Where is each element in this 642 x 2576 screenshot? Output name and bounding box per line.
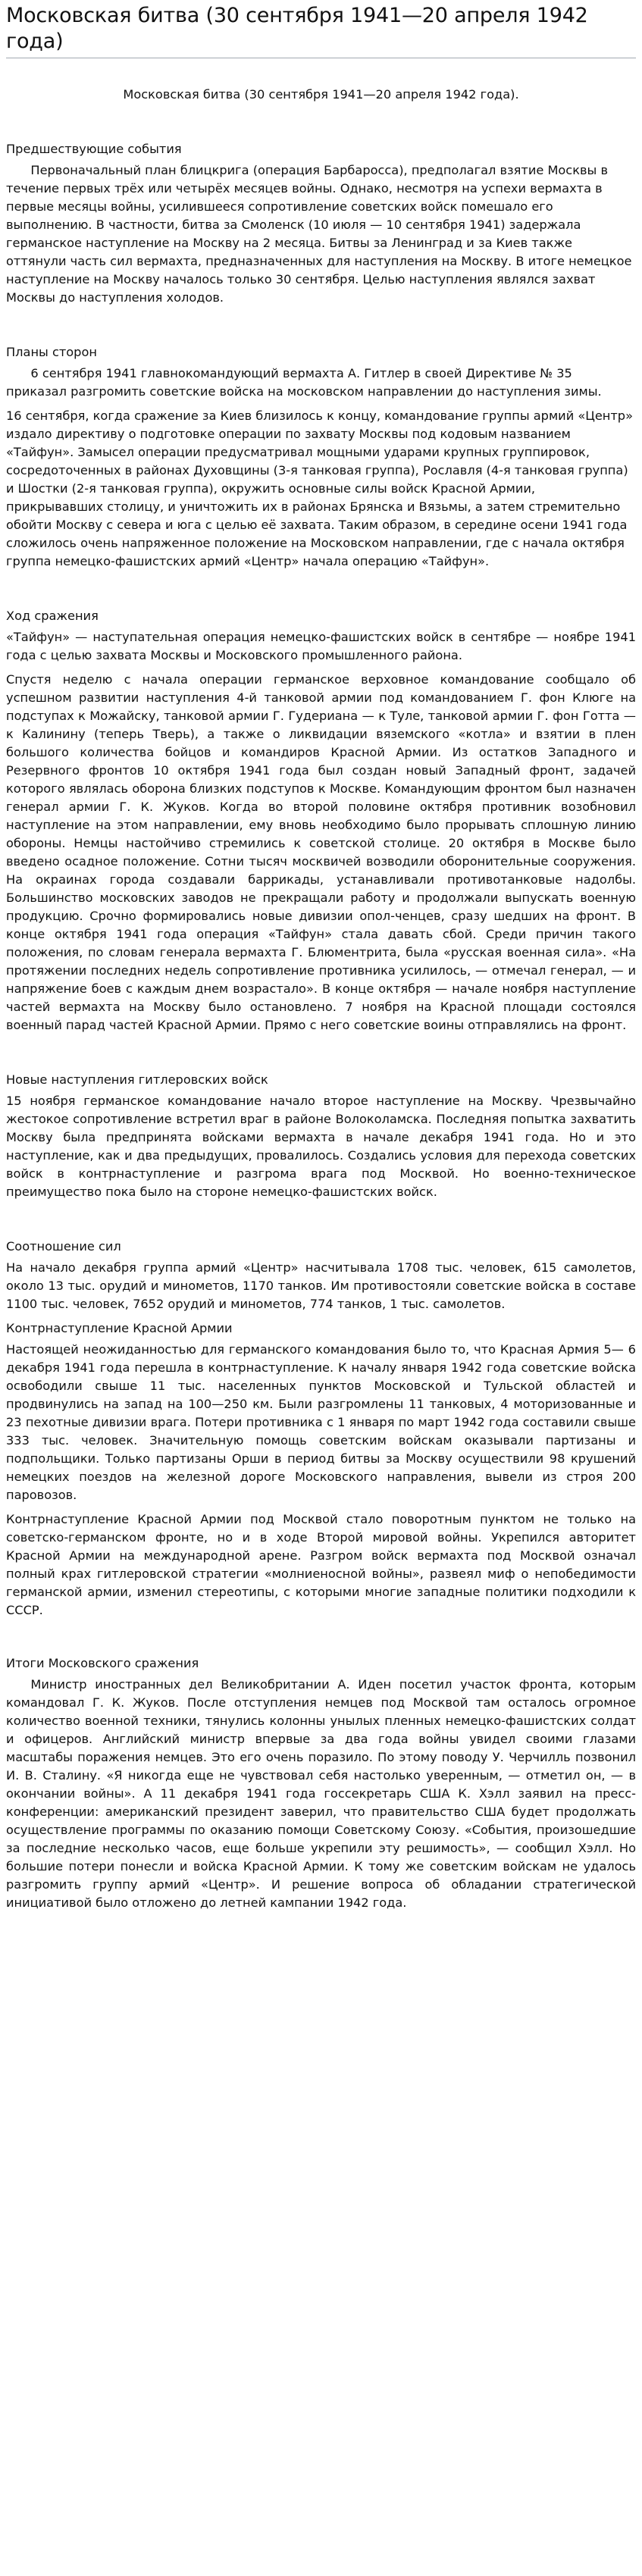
page-title: Московская битва (30 сентября 1941—20 апреля 1942 года) [6, 3, 636, 58]
article [0, 3, 642, 1929]
paragraph: 6 сентября 1941 главнокомандующий вермахта А. Гитлер в своей Директиве № 35 приказал разгромить советские войска на московском направлении до наступления зимы. [6, 366, 602, 399]
paragraph: Настоящей неожиданностью для германского командования было то, что Красная Армия 5— 6 декабря 1941 года перешла в контрнаступление. К началу января 1942 года советские войска освободили свыше 11 тыс. населенных пунктов Московской и Тульской областей и продвинулись на запад на 100—250 км. Были разгромлены 11 танковых, 4 моторизованные и 23 пехотные дивизии врага. Потери противника с 1 января по март 1942 года составили свыше 333 тыс. человек. Значительную помощь советским войскам оказывали партизаны и подпольщики. Только партизаны Орши в период битвы за Москву осуществили 98 крушений немецких поездов на железной дороге Московского направления, вывели из строя 200 паровозов. [6, 1342, 636, 1502]
section-heading-course: Ход сражения [6, 609, 99, 623]
section-heading-prelude: Предшествующие события [6, 142, 182, 156]
paragraph: Контрнаступление Красной Армии под Москвой стало поворотным пунктом не только на советско-германском фронте, но и в ходе Второй мировой войны. Укрепился авторитет Красной Армии на международной арене. Разгром войск вермахта под Москвой означал полный крах гитлеровской стратегии «молниеносной войны», развеял миф о непобедимости германской армии, изменил стереотипы, с которыми многие западные политики подходили к СССР. [6, 1512, 636, 1617]
paragraph: «Тайфун» — наступательная операция немецко-фашистских войск в сентябре — ноябре 1941 года с целью захвата Москвы и Московского промышленного района. [6, 630, 636, 662]
section-heading-counteroffensive: Контрнаступление Красной Армии [6, 1321, 233, 1335]
section-heading-new-offensives: Новые наступления гитлеровских войск [6, 1072, 268, 1087]
subtitle: Московская битва (30 сентября 1941—20 апреля 1942 года). [123, 87, 519, 102]
section-heading-results: Итоги Московского сражения [6, 1656, 199, 1670]
paragraph: Спустя неделю с начала операции германское верховное командование сообщало об успешном развитии наступления 4-й танковой армии под командованием Г. фон Клюге на подступах к Можайску, танковой армии Г. Гудериана — к Туле, танковой армии Г. фон Готта — к Калинину (теперь Тверь), а также о ликвидации вяземского «котла» и взятии в плен большого количества бойцов и командиров Красной Армии. Из остатков Западного и Резервного фронтов 10 октября 1941 года был создан новый Западный фронт, задачей которого являлась оборона близких подступов к Москве. Командующим фронтом был назначен генерал армии Г. К. Жуков. Когда во второй половине октября противник возобновил наступление на этом направлении, ему вновь необходимо было прорывать сплошную линию обороны. Немцы настойчиво стремились к советской столице. 20 октября в Москве было введено осадное положение. Сотни тысяч москвичей возводили оборонительные сооружения. На окраинах города создавали баррикады, устанавливали противотанковые надолбы. Большинство московских заводов не прекращали работу и продолжали выпускать военную продукцию. Срочно формировались новые дивизии опол-ченцев, сразу шедших на фронт. В конце октября 1941 года операция «Тайфун» стала давать сбой. Среди причин такого положения, по словам генерала вермахта Г. Блюментрита, была «русская военная сила». «На протяжении последних недель сопротивление противника усилилось, — отмечал генерал, — и напряжение боев с каждым днем возрастало». В конце октября — начале ноября наступление частей вермахта на Москву было остановлено. 7 ноября на Красной площади состоялся военный парад частей Красной Армии. Прямо с него советские воины отправлялись на фронт. [6, 672, 636, 1032]
paragraph: Министр иностранных дел Великобритании А. Иден посетил участок фронта, которым командовал Г. К. Жуков. После отступления немцев под Москвой там осталось огромное количество военной техники, тянулись колонны унылых пленных немецко-фашистских солдат и офицеров. Английский министр впервые за два года войны увидел своими глазами масштабы поражения немцев. Это его очень поразило. По этому поводу У. Черчилль позвонил И. В. Сталину. «Я никогда еще не чувствовал себя настолько уверенным, — отметил он, — в окончании войны». А 11 декабря 1941 года госсекретарь США К. Хэлл заявил на пресс-конференции: американский президент заверил, что правительство США будет продолжать осуществление программы по оказанию помощи Советскому Союзу. «События, произошедшие за последние несколько часов, еще больше укрепили эту решимость», — сообщил Хэлл. Но большие потери понесли и войска Красной Армии. К тому же советским войскам не удалось разгромить группу армий «Центр». И решение вопроса об обладании стратегической инициативой было отложено до летней кампании 1942 года. [6, 1677, 636, 1910]
paragraph: На начало декабря группа армий «Центр» насчитывала 1708 тыс. человек, 615 самолетов, около 13 тыс. орудий и минометов, 1170 танков. Им противостояли советские войска в составе 1100 тыс. человек, 7652 орудий и минометов, 774 танков, 1 тыс. самолетов. [6, 1260, 636, 1311]
paragraph: 15 ноября германское командование начало второе наступление на Москву. Чрезвычайно жестокое сопротивление встретил враг в районе Волоколамска. Последняя попытка захватить Москву была предпринята войсками вермахта в начале декабря 1941 года. Но и это наступление, как и два предыдущих, провалилось. Создались условия для перехода советских войск в контрнаступление и разгрома врага под Москвой. Но военно-техническое преимущество пока было на стороне немецко-фашистских войск. [6, 1094, 636, 1199]
paragraph: 16 сентября, когда сражение за Киев близилось к концу, командование группы армий «Центр» издало директиву о подготовке операции по захвату Москвы под кодовым названием «Тайфун». Замысел операции предусматривал мощными ударами крупных группировок, сосредоточенных в районах Духовщины (3-я танковая группа), Рославля (4-я танковая группа) и Шостки (2-я танковая группа), окружить основные силы войск Красной Армии, прикрывавших столицу, и уничтожить их в районах Брянска и Вязьмы, а затем стремительно обойти Москву с севера и юга с целью её захвата. Таким образом, в середине осени 1941 года сложилось очень напряженное положение на Московском направлении, где с начала октября группа немецко-фашистских армий «Центр» начала операцию «Тайфун». [6, 408, 633, 568]
paragraph: Первоначальный план блицкрига (операция Барбаросса), предполагал взятие Москвы в течение первых трёх или четырёх месяцев войны. Однако, несмотря на успехи вермахта в первые месяцы войны, усилившееся сопротивление советских войск помешало его выполнению. В частности, битва за Смоленск (10 июля — 10 сентября 1941) задержала германское наступление на Москву на 2 месяца. Битвы за Ленинград и за Киев также оттянули часть сил вермахта, предназначенных для наступления на Москву. В итоге немецкое наступление на Москву началось только 30 сентября. Целью наступления являлся захват Москвы до наступления холодов. [6, 163, 632, 305]
section-heading-plans: Планы сторон [6, 345, 97, 359]
section-heading-forces: Соотношение сил [6, 1239, 121, 1254]
